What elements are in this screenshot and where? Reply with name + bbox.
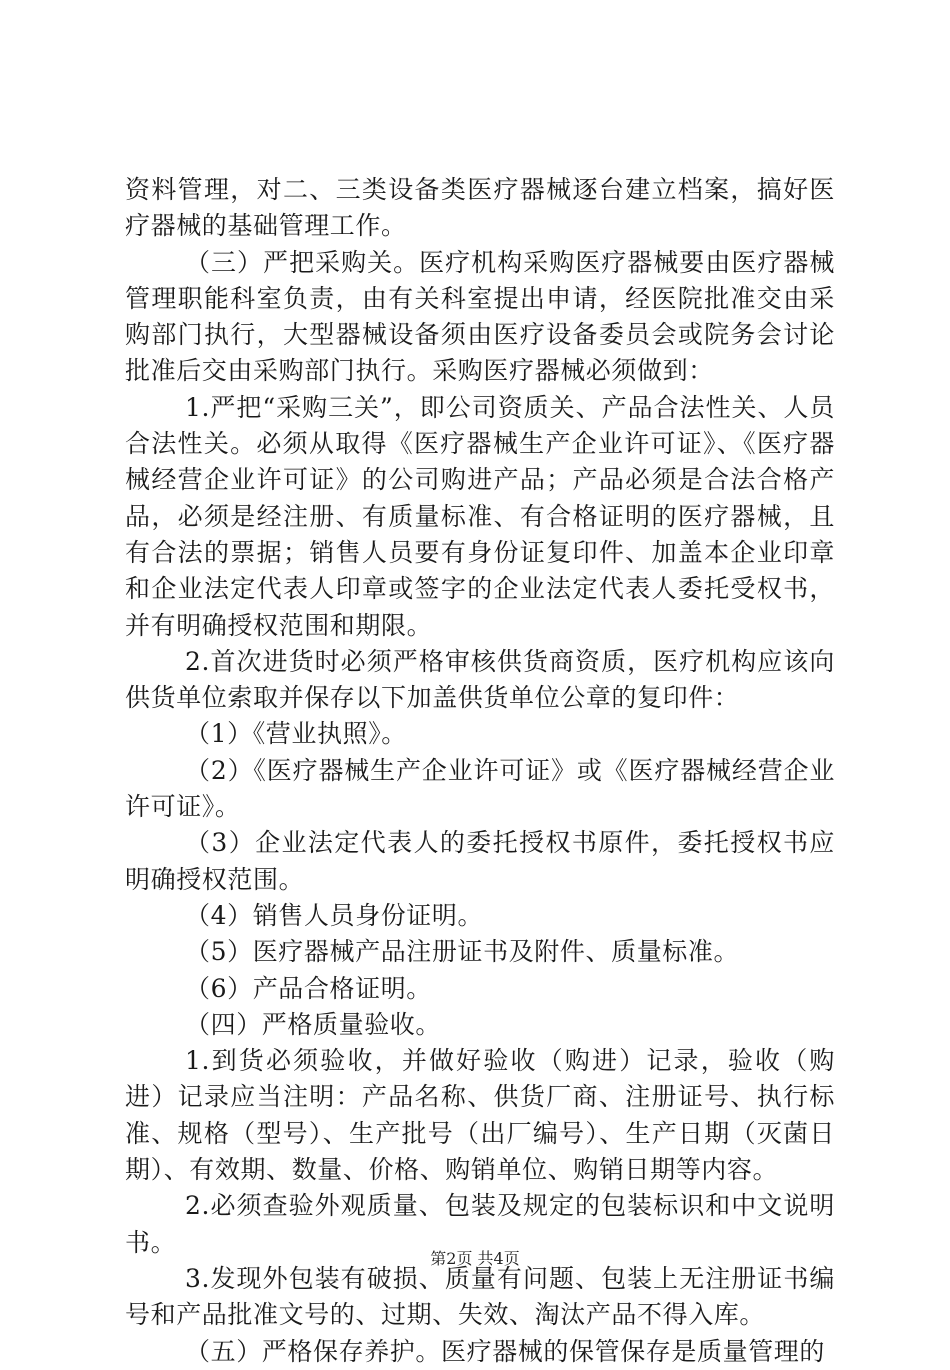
paragraph: （1）《营业执照》。	[185, 719, 407, 749]
paragraph: （6）产品合格证明。	[185, 973, 432, 1003]
paragraph: 1.到货必须验收，并做好验收（购进）记录，验收（购进）记录应当注明：产品名称、供货厂商、注册证号、执行标准、规格（型号）、生产批号（出厂编号）、生产日期（灭菌日期）、有效期、数量、价格、购销单位、购销日期等内容。	[125, 1046, 835, 1185]
paragraph: 2.必须查验外观质量、包装及规定的包装标识和中文说明书。	[125, 1191, 835, 1257]
paragraph: 3.发现外包装有破损、质量有问题、包装上无注册证书编号和产品批准文号的、过期、失效、淘汰产品不得入库。	[125, 1263, 835, 1330]
paragraph: 1.严把“采购三关”，即公司资质关、产品合法性关、人员合法性关。必须从取得《医疗器械生产企业许可证》、《医疗器械经营企业许可证》的公司购进产品；产品必须是合法合格产品，必须是经注册、有质量标准、有合格证明的医疗器械，且有合法的票据；销售人员要有身份证复印件、加盖本企业印章和企业法定代表人印章或签字的企业法定代表人委托受权书，并有明确授权范围和期限。	[125, 392, 835, 640]
paragraph: 资料管理，对二、三类设备类医疗器械逐台建立档案，搞好医疗器械的基础管理工作。	[125, 175, 835, 241]
document-body	[125, 172, 835, 1370]
paragraph: 2.首次进货时必须严格审核供货商资质，医疗机构应该向供货单位索取并保存以下加盖供货单位公章的复印件：	[125, 646, 835, 713]
paragraph: （四）严格质量验收。	[185, 1009, 442, 1039]
paragraph: （三）严把采购关。医疗机构采购医疗器械要由医疗器械管理职能科室负责，由有关科室提出申请，经医院批准交由采购部门执行，大型器械设备须由医疗设备委员会或院务会讨论批准后交由采购部门执行。采购医疗器械必须做到：	[125, 247, 835, 386]
paragraph: （5）医疗器械产品注册证书及附件、质量标准。	[185, 937, 740, 967]
page-number-footer: 第2页 共4页	[430, 1249, 520, 1268]
paragraph: （3）企业法定代表人的委托授权书原件，委托授权书应明确授权范围。	[125, 828, 835, 894]
paragraph: （五）严格保存养护。医疗器械的保管保存是质量管理的	[185, 1336, 826, 1366]
paragraph: （2）《医疗器械生产企业许可证》或《医疗器械经营企业许可证》。	[125, 755, 835, 822]
paragraph: （4）销售人员身份证明。	[185, 900, 484, 930]
